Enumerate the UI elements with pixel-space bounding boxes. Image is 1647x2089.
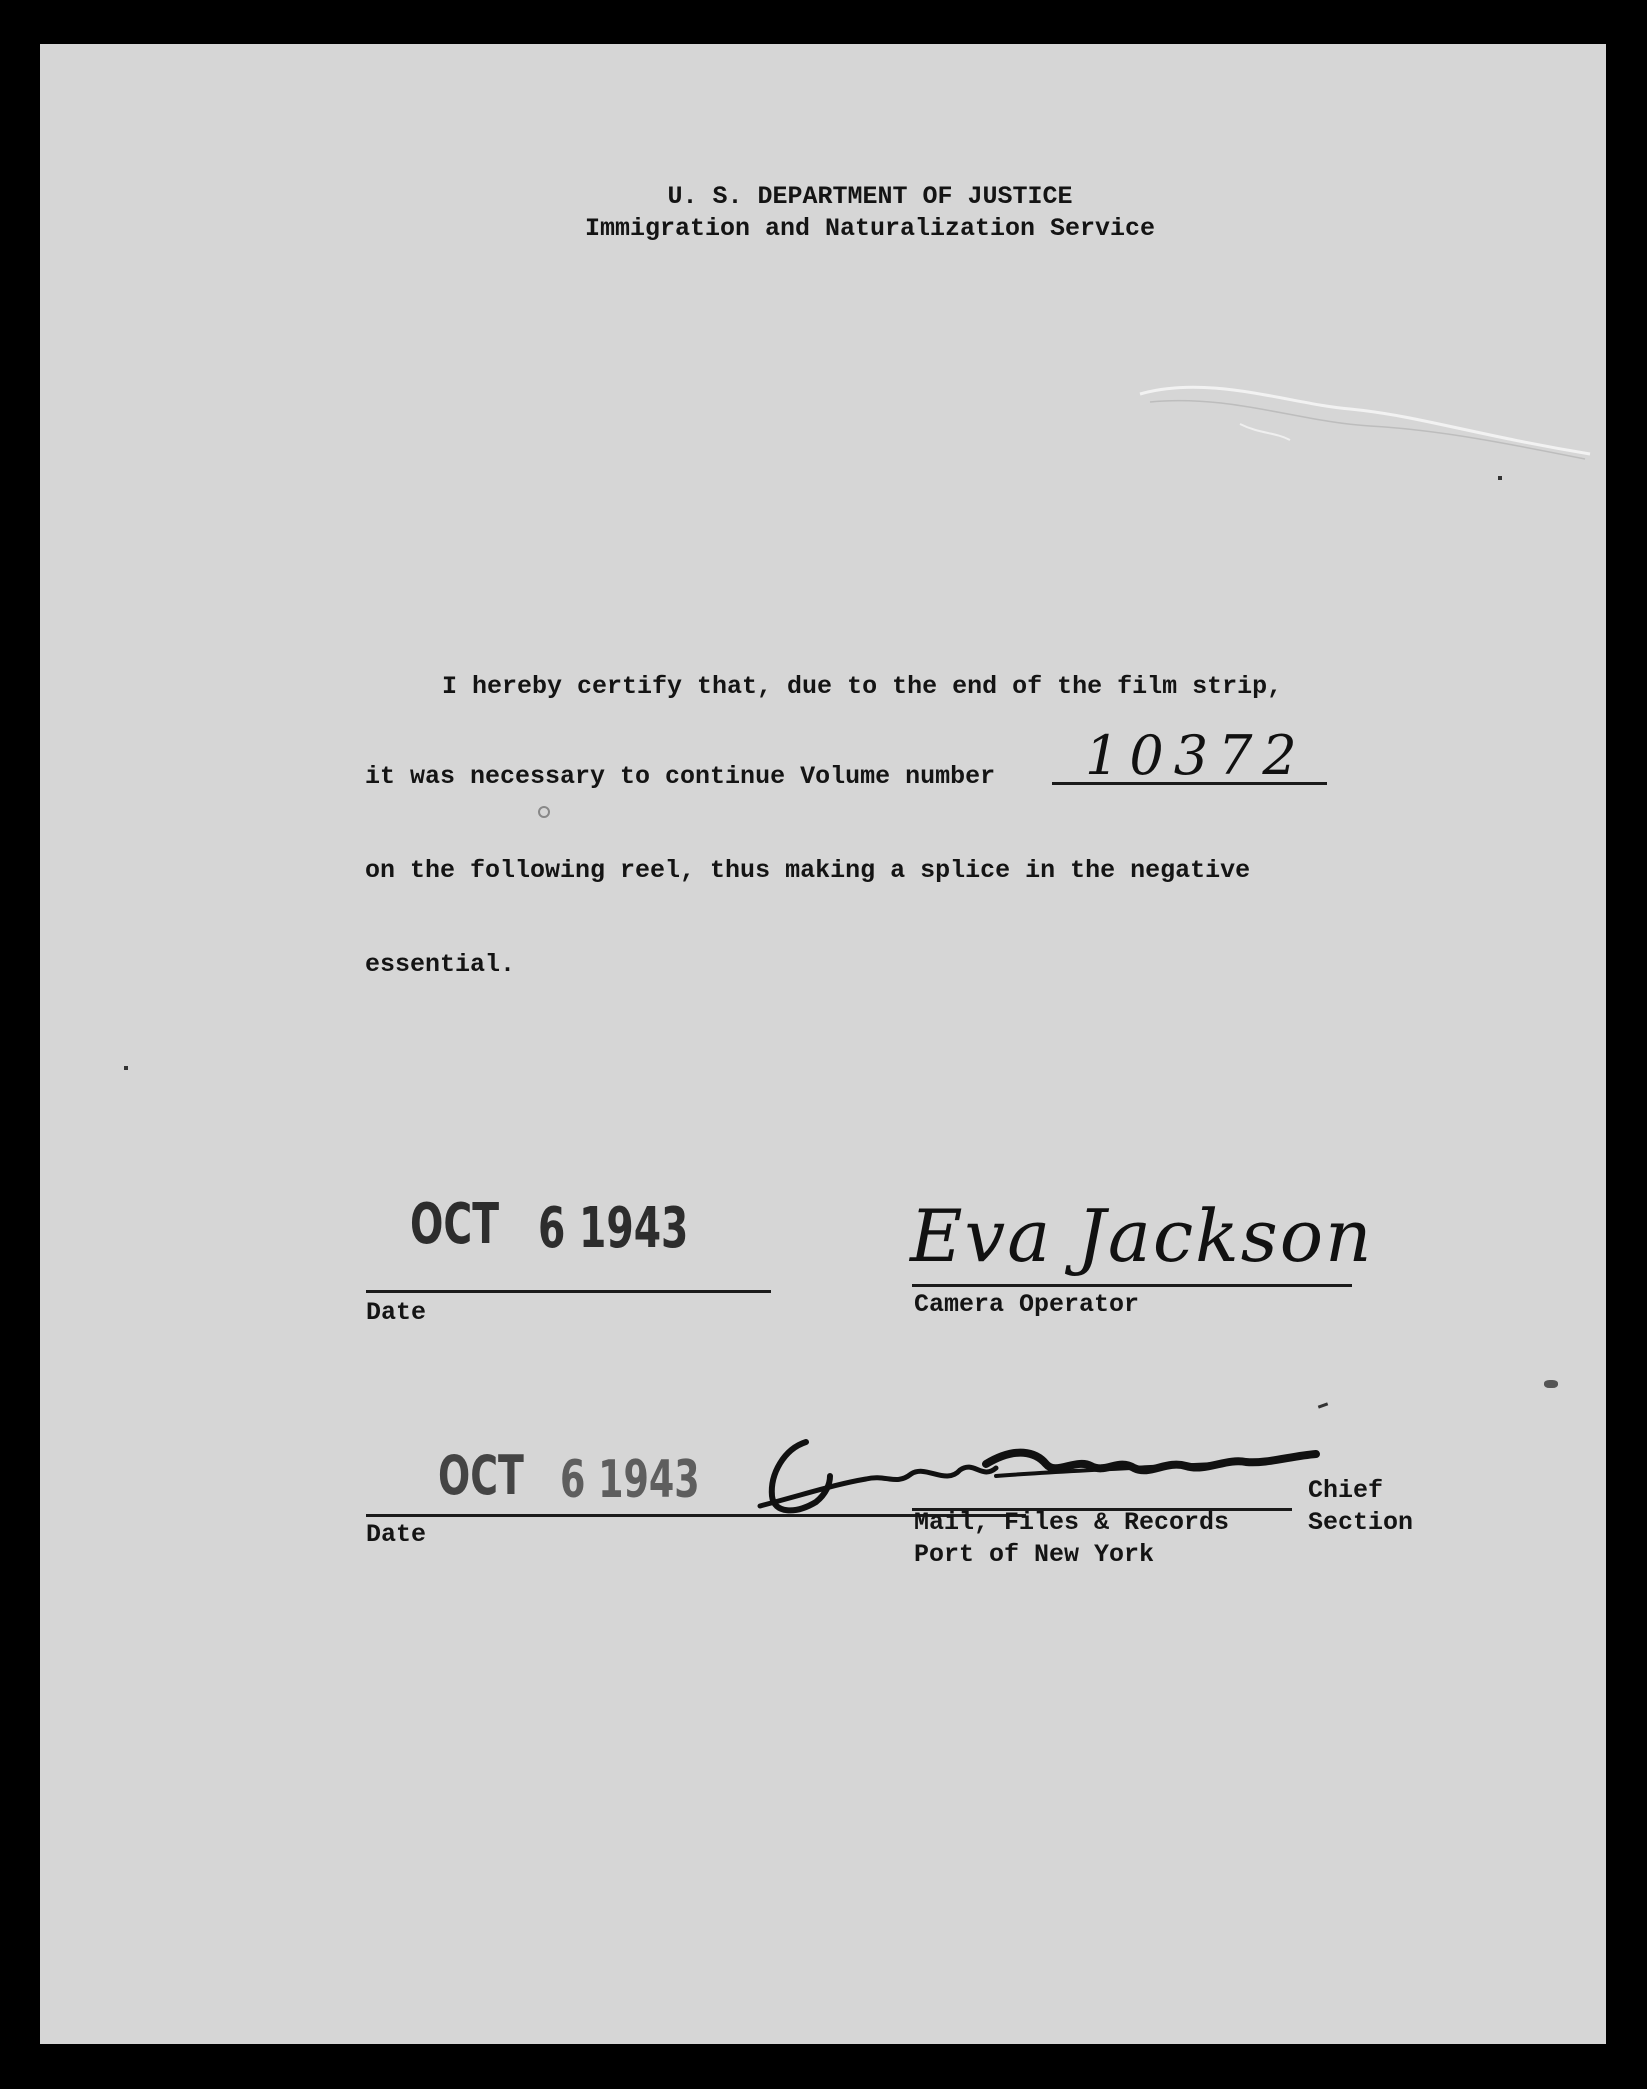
operator-signature: Eva Jackson — [910, 1194, 1374, 1278]
operator-role-label: Camera Operator — [914, 1290, 1140, 1319]
chief-date-stamp-month: OCT — [438, 1444, 524, 1507]
body-line-3: on the following reel, thus making a splice in the negative — [365, 856, 1251, 885]
operator-date-stamp-month: OCT — [410, 1192, 500, 1257]
chief-title-line-2: Port of New York — [914, 1540, 1155, 1569]
operator-date-label: Date — [366, 1298, 427, 1327]
scan-speck — [1498, 476, 1502, 480]
body-line-1: I hereby certify that, due to the end of the film strip, — [442, 672, 1283, 701]
chief-date-label: Date — [366, 1520, 427, 1549]
paper-crease-mark — [1090, 334, 1606, 474]
scan-speck — [1544, 1380, 1558, 1388]
document-page — [40, 44, 1606, 2044]
chief-title: Chief — [1308, 1476, 1384, 1505]
chief-title-line-1: Mail, Files & Records — [914, 1508, 1230, 1537]
agency-heading: U. S. DEPARTMENT OF JUSTICE — [667, 182, 1073, 211]
scan-speck — [124, 1066, 128, 1070]
body-line-2: it was necessary to continue Volume number — [365, 762, 996, 791]
operator-date-stamp-day-year: 6 1943 — [538, 1196, 689, 1261]
chief-date-stamp-day-year: 6 1943 — [560, 1450, 700, 1510]
scan-speck — [1318, 1402, 1328, 1408]
volume-number-handwritten: 10372 — [1085, 724, 1307, 787]
service-heading: Immigration and Naturalization Service — [584, 214, 1156, 243]
chief-title-section: Section — [1308, 1508, 1414, 1537]
body-line-4: essential. — [365, 950, 516, 979]
scan-speck — [538, 806, 550, 818]
operator-date-line — [366, 1290, 771, 1293]
operator-signature-line — [912, 1284, 1352, 1287]
